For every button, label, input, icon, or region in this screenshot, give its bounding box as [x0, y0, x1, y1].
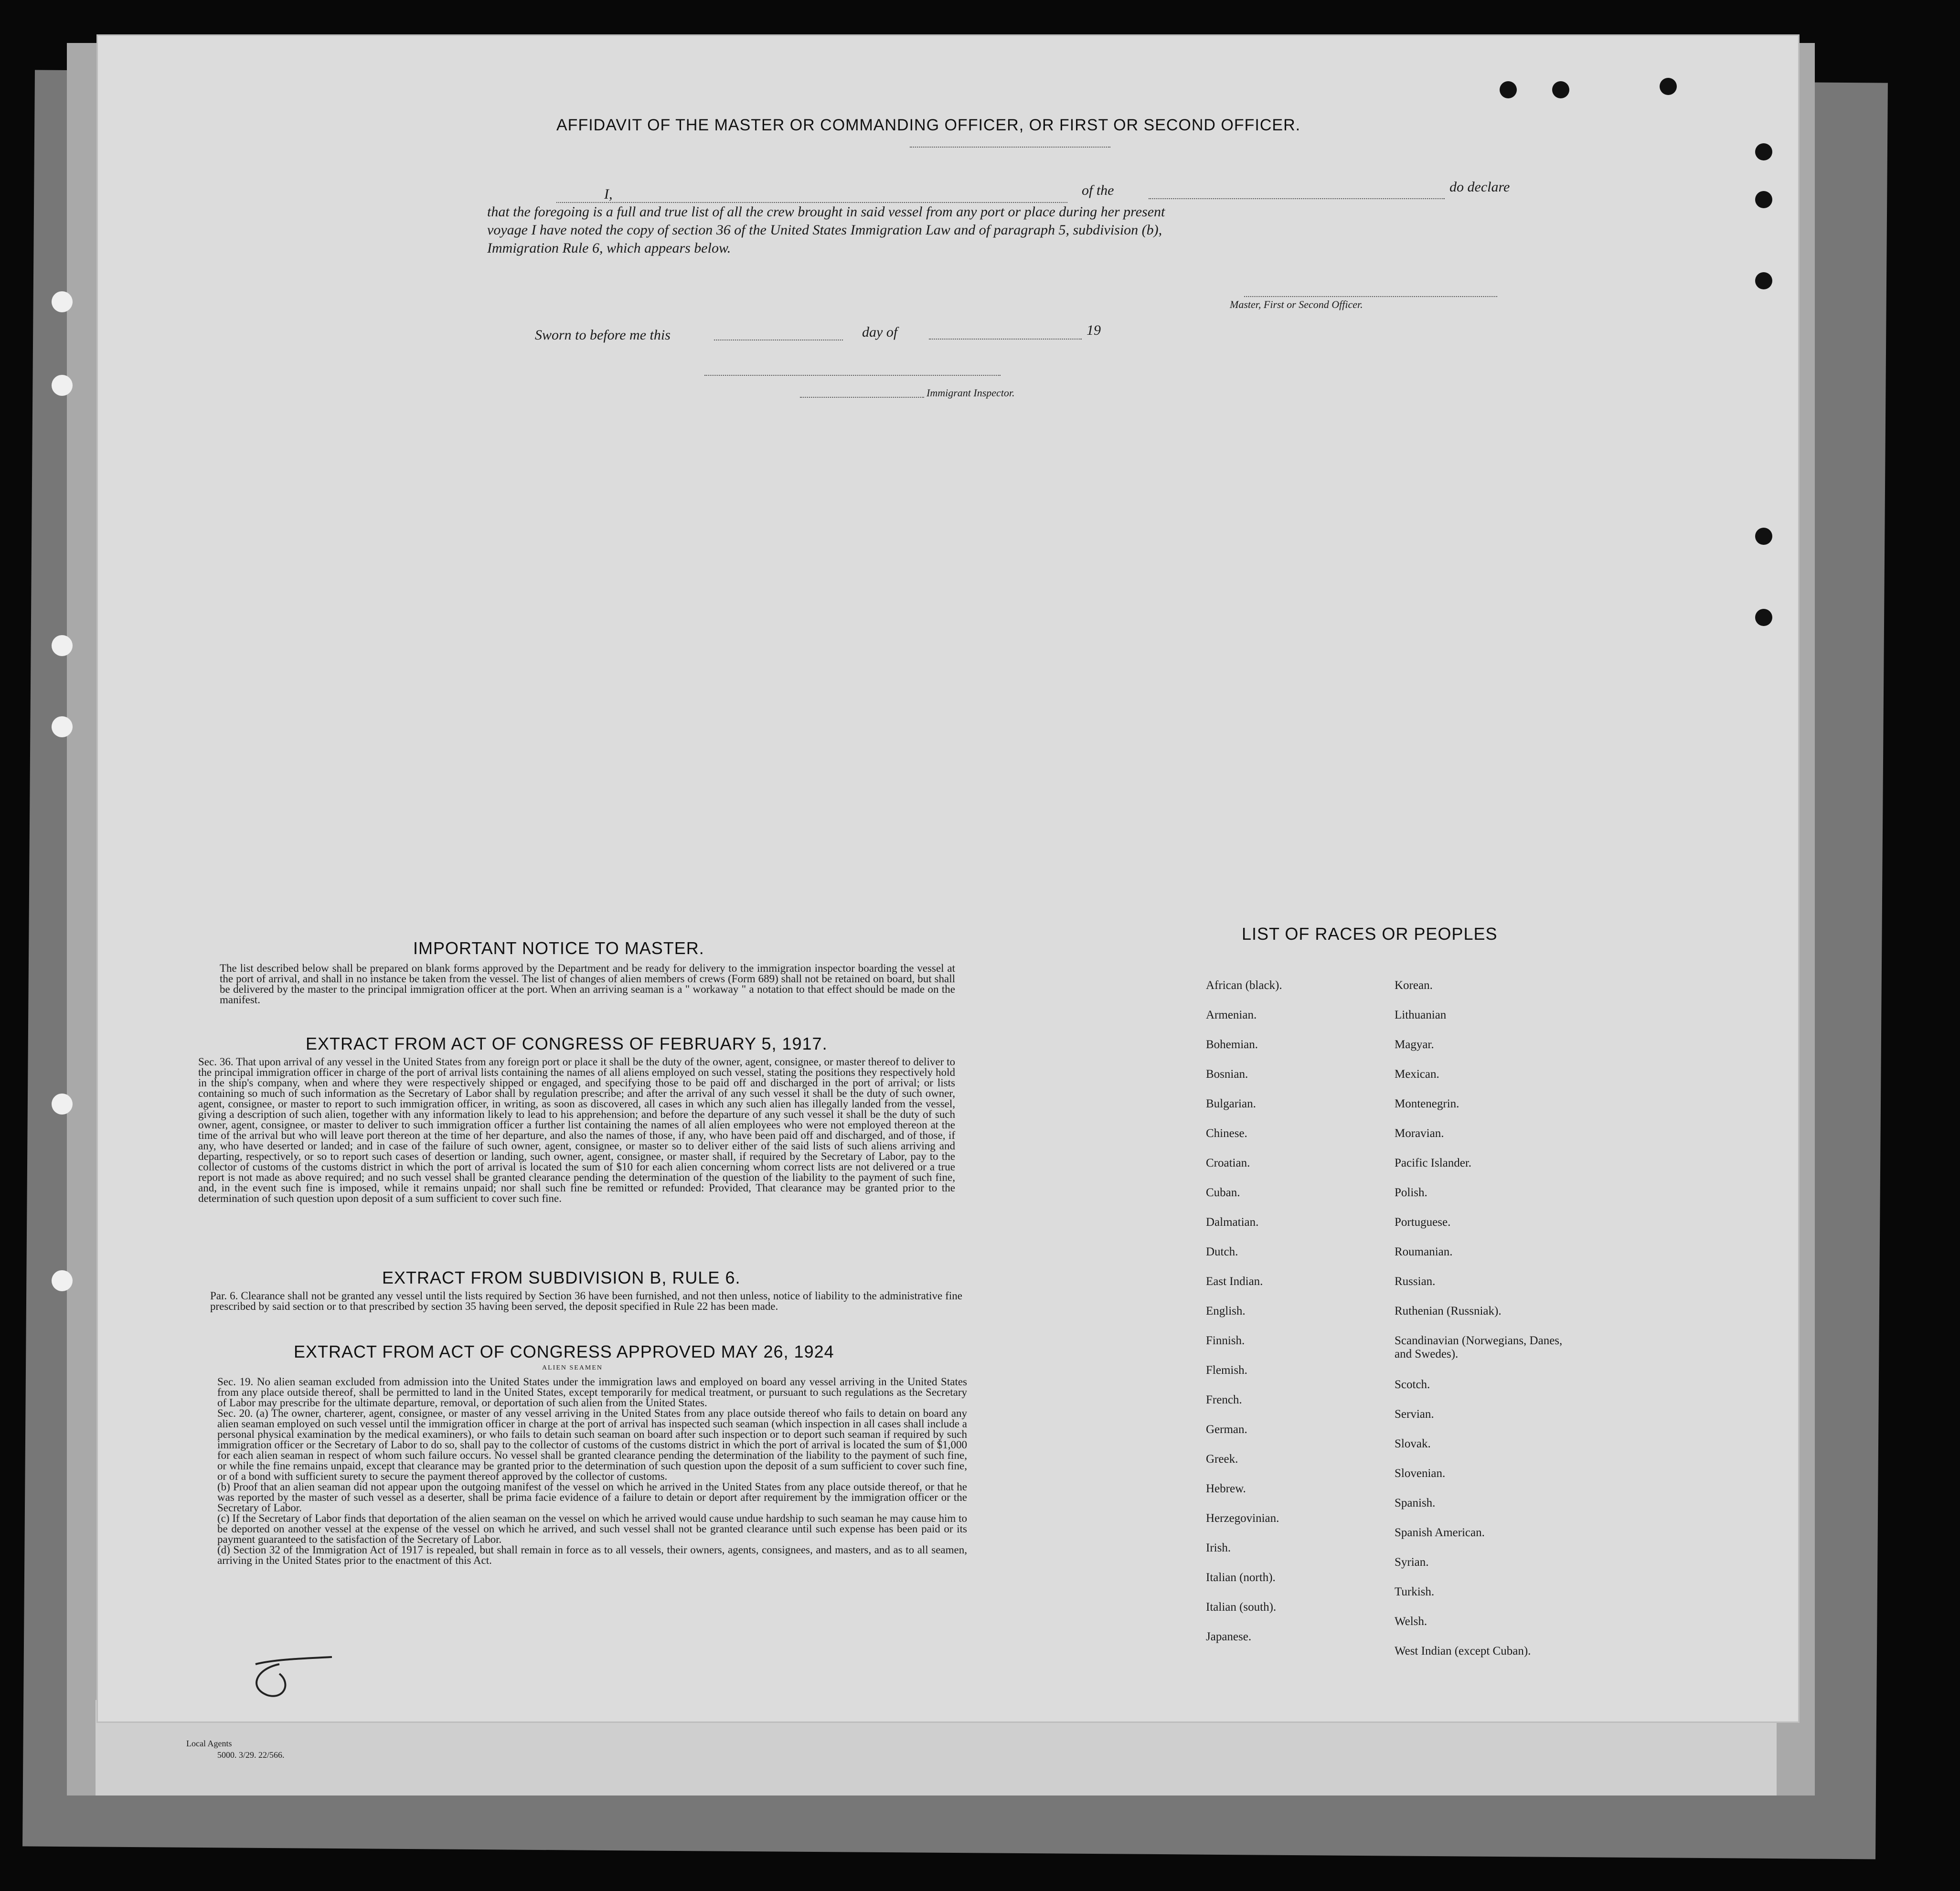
sworn-label: Sworn to before me this [535, 327, 671, 343]
binding-hole [1755, 191, 1772, 208]
race-item: Armenian. [1206, 1009, 1257, 1021]
binding-hole [1500, 81, 1517, 98]
inspector-signature-line [704, 375, 1001, 376]
race-item: Scotch. [1395, 1378, 1430, 1391]
race-item: Greek. [1206, 1453, 1238, 1466]
race-item: Polish. [1395, 1186, 1427, 1199]
extract-1924-title: EXTRACT FROM ACT OF CONGRESS APPROVED MAY 26, 1924 [294, 1342, 834, 1361]
day-of-label: day of [862, 324, 898, 340]
sec-20b-paragraph: (b) Proof that an alien seaman did not appear upon the outgoing manifest of the vessel on which he arrived in the United States from any place outside thereof, or that he was reported by the master of such vessel as a deserter, shall be prima facie evidence of a failure to detain or deport after requirement by the immigration officer or the Secretary of Labor. [217, 1481, 967, 1514]
punch-hole [52, 291, 73, 312]
affidavit-title: AFFIDAVIT OF THE MASTER OR COMMANDING OFFICER, OR FIRST OR SECOND OFFICER. [556, 116, 1301, 134]
race-item: Mexican. [1395, 1068, 1439, 1081]
race-item: Roumanian. [1395, 1245, 1453, 1258]
title-rule [910, 147, 1110, 148]
binding-hole [1660, 78, 1677, 95]
race-item: Chinese. [1206, 1127, 1247, 1140]
race-item: Korean. [1395, 979, 1433, 992]
race-item: Slovenian. [1395, 1467, 1446, 1480]
race-item: Magyar. [1395, 1038, 1434, 1051]
extract-rule6-body: Par. 6. Clearance shall not be granted any vessel until the lists required by Section 36 have been furnished, and not then unless, notice of liability to the administrative fine prescribed by said section or to that prescribed by section 35 having been served, the deposit specified in Rule 22 has been made. [210, 1290, 962, 1312]
race-item: Servian. [1395, 1408, 1434, 1421]
form-code: 5000. 3/29. 22/566. [217, 1750, 285, 1760]
form-page [98, 36, 1798, 1721]
race-item: Italian (north). [1206, 1571, 1276, 1584]
binding-hole [1755, 528, 1772, 545]
race-item: Ruthenian (Russniak). [1395, 1305, 1502, 1317]
extract-rule6-title: EXTRACT FROM SUBDIVISION B, RULE 6. [382, 1268, 741, 1287]
race-item: French. [1206, 1393, 1242, 1406]
of-the-label: of the [1082, 182, 1114, 198]
race-item: Irish. [1206, 1541, 1231, 1554]
affidavit-line-4: Immigration Rule 6, which appears below. [487, 240, 731, 256]
inspector-label: Immigrant Inspector. [927, 387, 1015, 399]
do-declare-label: do declare [1449, 179, 1510, 195]
races-title: LIST OF RACES OR PEOPLES [1242, 924, 1498, 944]
punch-hole [52, 716, 73, 737]
race-item: German. [1206, 1423, 1247, 1436]
punch-hole [52, 635, 73, 656]
races-left-column [1206, 979, 1378, 1660]
inspector-line [800, 397, 924, 398]
binding-hole [1755, 143, 1772, 160]
race-item: Herzegovinian. [1206, 1512, 1279, 1525]
race-item: Finnish. [1206, 1334, 1245, 1347]
extract-1917-title: EXTRACT FROM ACT OF CONGRESS OF FEBRUARY 5, 1917. [306, 1034, 828, 1053]
race-item: Scandinavian (Norwegians, Danes, and Swedes). [1395, 1334, 1563, 1360]
sec-20a-paragraph: Sec. 20. (a) The owner, charterer, agent, consignee, or master of any vessel arriving in the United States from any place outside thereof who fails to detain on board any alien seaman employed on such vessel until the immigration officer in charge at the port of arrival has inspected such seaman (which inspection in all cases shall include a personal physical examination by the medical examiners), or who fails to detain such seaman on board after such inspection or to deport such seaman if required by such immigration officer or the Secretary of Labor to do so, shall pay to the collector of customs of the customs district in which the port of arrival is located the sum of $1,000 for each alien seaman in respect of whom such failure occurs. No vessel shall be granted clearance pending the determination of the liability to the payment of such fine, or while the fine remains unpaid, except that clearance may be granted prior to the determination of such question upon the deposit of a sum sufficient to cover such fine, or of a bond with sufficient surety to secure the payment thereof approved by the collector of customs. [217, 1407, 967, 1482]
race-item: Bohemian. [1206, 1038, 1258, 1051]
notice-title: IMPORTANT NOTICE TO MASTER. [413, 938, 704, 958]
month-line [929, 339, 1082, 340]
race-item: Japanese. [1206, 1630, 1252, 1643]
race-item: Lithuanian [1395, 1009, 1447, 1021]
notice-body: The list described below shall be prepared on blank forms approved by the Department and be ready for delivery to the immigration inspector boarding the vessel at the port of arrival, and shall in no instance be taken from the vessel. The list of changes of alien members of crews (Form 689) shall not be retained on board, but shall be delivered by the master to the principal immigration officer at the port. When an arriving seaman is a " workaway " a notation to that effect should be made on the manifest. [220, 962, 955, 1006]
race-item: Portuguese. [1395, 1216, 1451, 1229]
race-item: Spanish American. [1395, 1526, 1485, 1539]
race-item: Turkish. [1395, 1585, 1435, 1598]
handwritten-mark [246, 1655, 341, 1707]
punch-hole [52, 1094, 73, 1115]
punch-hole [52, 375, 73, 396]
sec-20c-paragraph: (c) If the Secretary of Labor finds that deportation of the alien seaman on the vessel on which he arrived would cause undue hardship to such seaman he may cause him to be deported on another vessel at the expense of the vessel on which he arrived, and such vessel shall not be granted clearance until such expense has been paid or its payment guaranteed to the satisfaction of the Secretary of Labor. [217, 1512, 967, 1545]
binding-hole [1552, 81, 1569, 98]
race-item: Cuban. [1206, 1186, 1240, 1199]
race-item: Slovak. [1395, 1437, 1431, 1450]
affidavit-i-label: I, [604, 186, 613, 202]
race-item: Syrian. [1395, 1556, 1429, 1569]
race-item: Spanish. [1395, 1497, 1436, 1509]
race-item: African (black). [1206, 979, 1282, 992]
race-item: Bulgarian. [1206, 1097, 1256, 1110]
race-item: English. [1206, 1305, 1246, 1317]
year-label: 19 [1087, 322, 1101, 338]
race-item: Dutch. [1206, 1245, 1238, 1258]
races-right-column [1395, 979, 1576, 1674]
race-item: Pacific Islander. [1395, 1157, 1472, 1169]
race-item: Croatian. [1206, 1157, 1250, 1169]
race-item: Russian. [1395, 1275, 1436, 1288]
race-item: Italian (south). [1206, 1601, 1277, 1614]
affidavit-line-3: voyage I have noted the copy of section 36 of the United States Immigration Law and of paragraph 5, subdivision (b), [487, 222, 1162, 238]
alien-seamen-subtitle: ALIEN SEAMEN [542, 1364, 603, 1371]
binding-hole [1755, 272, 1772, 289]
binding-hole [1755, 609, 1772, 626]
punch-hole [52, 1270, 73, 1291]
race-item: East Indian. [1206, 1275, 1263, 1288]
local-agents-label: Local Agents [186, 1739, 232, 1748]
sec-20d-paragraph: (d) Section 32 of the Immigration Act of 1917 is repealed, but shall remain in force as to all vessels, their owners, agents, consignees, and masters, and as to all seamen, arriving in the United States prior to the enactment of this Act. [217, 1544, 967, 1566]
race-item: Montenegrin. [1395, 1097, 1459, 1110]
signature-line [1244, 296, 1497, 297]
extract-1924-body [217, 1377, 967, 1566]
race-item: Moravian. [1395, 1127, 1444, 1140]
race-item: Bosnian. [1206, 1068, 1248, 1081]
extract-1917-body: Sec. 36. That upon arrival of any vessel in the United States from any foreign port or place it shall be the duty of the owner, agent, consignee, or master thereof to deliver to the principal immigration officer in charge of the port of arrival lists containing the names of all aliens employed on such vessel, stating the positions they respectively hold in the ship's company, when and where they were respectively shipped or engaged, and specifying those to be paid off and discharged in the port of arrival; or lists containing so much of such information as the Secretary of Labor shall by regulation prescribe; and after the arrival of any such vessel it shall be the duty of such owner, agent, consignee, or master to report to such immigration officer, in writing, as soon as discovered, all cases in which any such alien has illegally landed from the vessel, giving a description of such alien, together with any information likely to lead to his apprehension; and before the departure of any such vessel it shall be the duty of such owner, agent, consignee, or master to deliver to such immigration officer a further list containing the names of all alien employees who were not employed thereon at the time of the arrival but who will leave port thereon at the time of her departure, and also the names of those, if any, who have been paid off and discharged, and of those, if any, who have deserted or landed; and in case of the failure of such owner, agent, consignee, or master so to deliver either of the said lists of such aliens arriving and departing, respectively, or so to report such cases of desertion or landing, such owner, agent, consignee, or master shall, if required by the Secretary of Labor, pay to the collector of customs of the customs district in which the port of arrival is located the sum of $10 for each alien concerning whom correct lists are not delivered or a true report is not made as above required; and no such vessel shall be granted clearance pending the determination of the question of the liability to the payment of such fine, and, in the event such fine is imposed, while it remains unpaid; nor shall such fine be remitted or refunded: Provided, That clearance may be granted prior to the determination of such question upon deposit of a sum sufficient to cover such fine. [198, 1056, 955, 1204]
race-item: Hebrew. [1206, 1482, 1246, 1495]
race-item: Welsh. [1395, 1615, 1427, 1628]
sec-19-paragraph: Sec. 19. No alien seaman excluded from admission into the United States under the immigration laws and employed on board any vessel arriving in the United States from any place outside thereof, shall be permitted to land in the United States, except temporarily for medical treatment, or pursuant to such regulations as the Secretary of Labor may prescribe for the ultimate departure, removal, or deportation of such alien from the United States. [217, 1376, 967, 1409]
race-item: Dalmatian. [1206, 1216, 1259, 1229]
race-item: West Indian (except Cuban). [1395, 1645, 1531, 1657]
signature-label: Master, First or Second Officer. [1230, 298, 1363, 310]
race-item: Flemish. [1206, 1364, 1247, 1377]
name-line [556, 202, 1067, 203]
affidavit-line-2: that the foregoing is a full and true list of all the crew brought in said vessel from any port or place during her present [487, 204, 1165, 220]
vessel-line [1149, 198, 1445, 199]
